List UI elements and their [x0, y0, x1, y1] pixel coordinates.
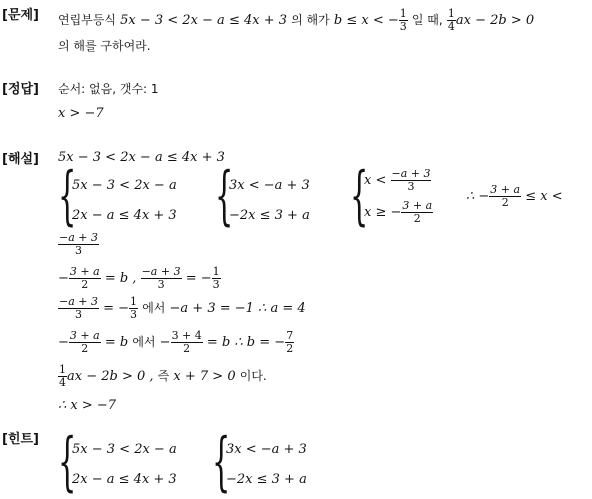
left-brace: { [350, 159, 369, 233]
hint-system2-top: 3x < −a + 3 [226, 442, 307, 457]
answer-line-2: x > −7 [58, 106, 104, 121]
problem-inequality: 5x − 3 < 2x − a ≤ 4x + 3 [120, 13, 287, 28]
problem-text: 의 해가 [291, 13, 330, 27]
range-continued: $\frac{-a + 3}{3}$ [59, 231, 98, 257]
hint-system1-top: 5x − 3 < 2x − a [72, 442, 177, 457]
hint-label: [힌트] [2, 432, 39, 447]
problem-text: 일 때, [411, 13, 443, 27]
system1-bottom: 2x − a ≤ 4x + 3 [72, 208, 177, 223]
problem-line-1 [58, 8, 534, 33]
fraction: $\frac{1}{4}$ [447, 7, 455, 33]
problem-label: [문제] [2, 8, 39, 23]
therefore-range: ∴ − $\frac{3 + a}{2}$ ≤ x < [466, 183, 563, 209]
system1-top: 5x − 3 < 2x − a [72, 178, 177, 193]
answer-label: [정답] [2, 82, 39, 97]
solution-line-5: − $\frac{3 + a}{2}$ = b 에서 − $\frac{3 + 4}{2}$ = b ∴ b = − $\frac{7}{2}$ [58, 329, 294, 355]
solution-line-4: $\frac{-a + 3}{3}$ = − $\frac{1}{3}$ 에서 −a + 3 = −1 ∴ a = 4 [59, 295, 306, 321]
problem-target-inequality: ax − 2b > 0 [455, 13, 535, 28]
solution-label: [해설] [2, 152, 39, 167]
system2-top: 3x < −a + 3 [229, 178, 310, 193]
problem-line-2: 의 해를 구하여라. [58, 39, 151, 53]
solution-line-6: $\frac{1}{4}$ ax − 2b > 0 , 즉 x + 7 > 0 이다. [59, 363, 267, 389]
system2-bottom: −2x ≤ 3 + a [229, 208, 310, 223]
problem-text: 연립부등식 [58, 13, 116, 27]
left-brace: { [58, 159, 77, 233]
left-brace: { [212, 425, 231, 499]
fraction: $\frac{1}{3}$ [399, 7, 407, 33]
solution-line-3: − $\frac{3 + a}{2}$ = b , $\frac{-a + 3}{3}$ = − $\frac{1}{3}$ [58, 265, 220, 291]
hint-system2-bottom: −2x ≤ 3 + a [226, 472, 307, 487]
problem-solution-range: b ≤ x < − [333, 13, 399, 28]
system3-top: x < $\frac{-a + 3}{3}$ [364, 167, 431, 193]
system3-bottom: x ≥ − $\frac{3 + a}{2}$ [364, 199, 433, 225]
left-brace: { [58, 425, 77, 499]
solution-line-0: 5x − 3 < 2x − a ≤ 4x + 3 [58, 150, 225, 165]
solution-line-7: ∴ x > −7 [58, 398, 117, 413]
answer-line-1: 순서: 없음, 갯수: 1 [58, 82, 159, 96]
hint-system1-bottom: 2x − a ≤ 4x + 3 [72, 472, 177, 487]
left-brace: { [215, 159, 234, 233]
